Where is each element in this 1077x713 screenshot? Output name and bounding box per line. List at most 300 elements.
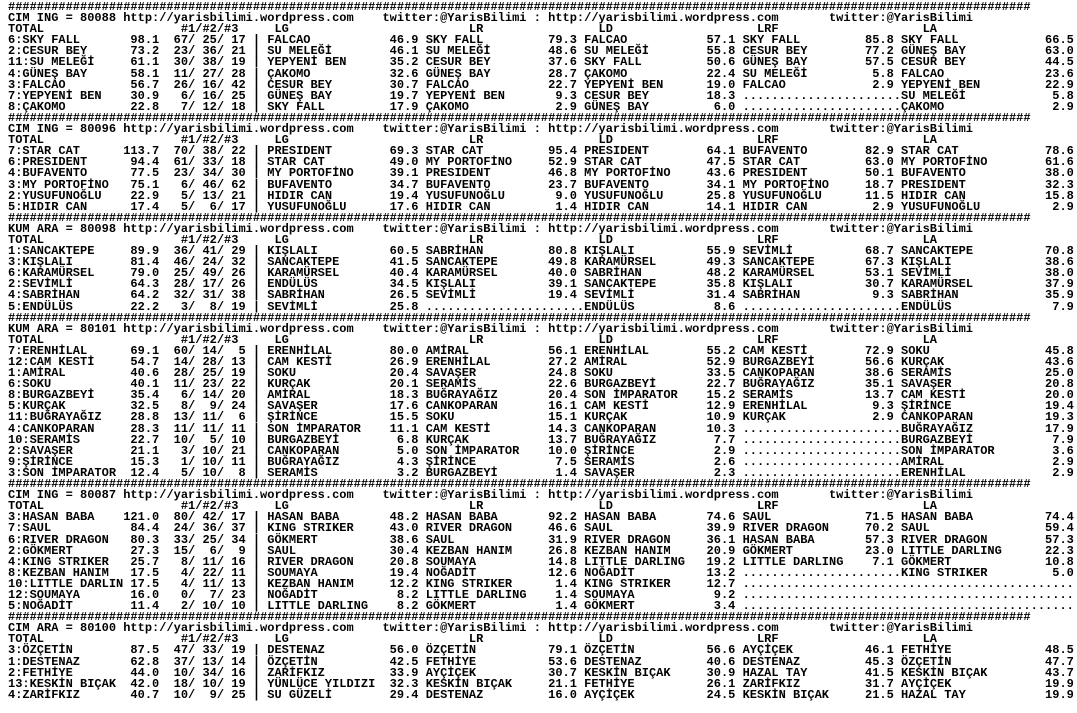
column-header-total: TOTAL bbox=[8, 499, 45, 514]
lr-score: 22.7 bbox=[540, 77, 577, 92]
lrf-score: 13.7 bbox=[857, 388, 894, 403]
lg-horse: ÇAKOMO bbox=[267, 66, 383, 81]
column-divider: | bbox=[245, 255, 268, 270]
lg-horse: HASAN BABA bbox=[267, 510, 383, 525]
la-horse: SAVAŞER bbox=[901, 377, 1031, 392]
separator-line: ############################################################################################################################################## bbox=[8, 110, 1031, 125]
column-header-lr: LR bbox=[468, 22, 484, 37]
lr-score: 27.2 bbox=[540, 355, 577, 369]
total-score: 121.0 bbox=[123, 510, 160, 525]
place-counts: 24/ 36/ 37 bbox=[173, 521, 246, 536]
total-score: 69.1 bbox=[123, 343, 160, 358]
lr-horse: PRESIDENT bbox=[425, 166, 541, 181]
site-url: http://yarisbilimi.wordpress.com bbox=[548, 11, 779, 26]
ld-horse: GÜNEŞ BAY bbox=[584, 99, 700, 114]
column-header-ld: LD bbox=[598, 232, 613, 247]
la-horse: CAM KESTİ bbox=[901, 388, 1031, 403]
ld-horse: HIDIR CAN bbox=[584, 199, 700, 214]
column-divider: | bbox=[245, 565, 268, 580]
twitter-handle: twitter:@YarisBilimi bbox=[828, 621, 974, 636]
lg-horse: SOUMAYA bbox=[267, 565, 383, 580]
lr-horse: SEVİMLİ bbox=[425, 288, 541, 303]
total-score: 40.1 bbox=[123, 377, 160, 392]
lr-score: 80.8 bbox=[540, 244, 577, 259]
twitter-handle: twitter:@YarisBilimi bbox=[382, 11, 527, 26]
lg-horse: ÖZÇETİN bbox=[267, 654, 383, 669]
horse-name: 3:SON İMPARATOR bbox=[8, 465, 124, 480]
column-header-places: #1/#2/#3 bbox=[180, 499, 239, 514]
lg-horse: YÜNLÜCE YILDIZI bbox=[267, 676, 383, 691]
lr-score: 14.3 bbox=[540, 421, 577, 436]
lr-horse: YUSUFUNOĞLU bbox=[425, 188, 541, 203]
la-horse: CANKOPARAN bbox=[901, 410, 1031, 425]
place-counts: 25/ 49/ 26 bbox=[173, 266, 246, 281]
lr-score: 40.0 bbox=[540, 266, 577, 281]
column-header-la: LA bbox=[922, 232, 938, 247]
lrf-score: 31.7 bbox=[857, 676, 894, 691]
la-horse: SAUL bbox=[901, 521, 1031, 536]
horse-name: 1:SANCAKTEPE bbox=[8, 244, 124, 259]
lr-score: 39.1 bbox=[540, 277, 577, 292]
twitter-handle: twitter:@YarisBilimi bbox=[828, 321, 974, 336]
total-score: 22.9 bbox=[123, 188, 160, 203]
la-horse: ŞİRİNCE bbox=[901, 399, 1031, 414]
ld-score: 25.8 bbox=[699, 188, 736, 203]
lg-horse: SOKU bbox=[267, 366, 383, 381]
horse-name: 2:YUSUFUNOĞLU bbox=[8, 188, 124, 203]
la-score: 63.0 bbox=[1030, 44, 1074, 59]
lr-horse: SOUMAYA bbox=[425, 554, 541, 569]
column-divider: | bbox=[245, 676, 268, 691]
lg-score: 29.4 bbox=[382, 687, 419, 702]
lr-score: 15.1 bbox=[540, 410, 577, 425]
column-divider: | bbox=[245, 554, 268, 569]
lr-score: 31.9 bbox=[540, 532, 577, 547]
lrf-horse: ZARİFKIZ bbox=[742, 676, 858, 691]
lg-score: 80.0 bbox=[382, 343, 419, 358]
ld-horse: MY PORTOFİNO bbox=[584, 166, 700, 181]
la-score: 43.7 bbox=[1030, 665, 1074, 680]
horse-name: 3:ÖZÇETİN bbox=[8, 643, 124, 658]
ld-horse: SAVAŞER bbox=[584, 465, 700, 480]
place-counts: 37/ 13/ 14 bbox=[173, 654, 246, 669]
ld-horse: CANKOPARAN bbox=[584, 421, 700, 436]
place-counts: 11/ 11/ 11 bbox=[173, 421, 246, 436]
place-counts: 5/ 13/ 21 bbox=[173, 188, 246, 203]
separator-line: ############################################################################################################################################## bbox=[8, 610, 1031, 625]
lrf-score: 50.1 bbox=[857, 166, 894, 181]
column-divider: | bbox=[245, 299, 268, 314]
lr-horse: BUFAVENTO bbox=[425, 177, 541, 192]
lr-score: 48.6 bbox=[540, 44, 577, 59]
lg-horse: ERENHİLAL bbox=[267, 343, 383, 358]
lr-horse: CAM KESTİ bbox=[425, 421, 541, 436]
horse-name: 6:KARAMÜRSEL bbox=[8, 266, 124, 281]
lr-horse: SKY FALL bbox=[425, 33, 541, 48]
ld-score: 14.1 bbox=[699, 199, 736, 214]
lrf-horse: KARAMÜRSEL bbox=[742, 266, 858, 281]
la-score: 45.8 bbox=[1030, 343, 1074, 358]
column-divider: | bbox=[245, 654, 268, 669]
site-url: http://yarisbilimi.wordpress.com bbox=[548, 621, 779, 636]
la-score: 25.0 bbox=[1030, 366, 1074, 381]
lg-score: 30.7 bbox=[382, 77, 419, 92]
la-score: 20.8 bbox=[1030, 377, 1074, 392]
la-horse: KIŞLALI bbox=[901, 255, 1031, 270]
lrf-score: 9.3 bbox=[857, 288, 894, 303]
lr-horse: KIŞLALI bbox=[425, 277, 541, 292]
horse-name: 7:STAR CAT bbox=[8, 144, 124, 159]
ld-horse: STAR CAT bbox=[584, 155, 700, 170]
total-score: 28.3 bbox=[123, 421, 160, 436]
lr-score: 79.1 bbox=[540, 643, 577, 658]
la-score: 61.6 bbox=[1030, 155, 1074, 170]
lg-horse: SU MELEĞİ bbox=[267, 44, 383, 59]
la-horse: SERAMİS bbox=[901, 366, 1031, 381]
lrf-horse: SABRİHAN bbox=[742, 288, 858, 303]
horse-name: 5:KURÇAK bbox=[8, 399, 124, 414]
lrf-score: 35.1 bbox=[857, 377, 894, 392]
column-divider: | bbox=[245, 443, 268, 458]
lg-score: 17.6 bbox=[382, 399, 419, 414]
place-counts: 33/ 25/ 34 bbox=[173, 532, 246, 547]
column-header-ld: LD bbox=[598, 133, 613, 148]
lr-horse: FALCAO bbox=[425, 77, 541, 92]
lrf-score: 68.7 bbox=[857, 244, 894, 259]
column-divider: | bbox=[245, 166, 268, 181]
lg-score: 19.4 bbox=[382, 565, 419, 580]
race-id: CIM ING = 80087 bbox=[8, 488, 117, 503]
ld-score: 30.9 bbox=[699, 665, 736, 680]
lg-horse: SAUL bbox=[267, 543, 383, 558]
column-divider: | bbox=[245, 576, 268, 591]
ld-horse: KARAMÜRSEL bbox=[584, 255, 700, 270]
column-divider: | bbox=[245, 410, 268, 425]
la-horse: GÖKMERT bbox=[901, 554, 1031, 569]
lr-horse: GÜNEŞ BAY bbox=[425, 66, 541, 81]
ld-score: 22.7 bbox=[699, 377, 736, 392]
total-score: 32.5 bbox=[123, 399, 160, 414]
total-score: 81.4 bbox=[123, 255, 160, 270]
la-empty: ........................ bbox=[901, 576, 1074, 591]
lrf-score: 18.7 bbox=[857, 177, 894, 192]
race-title-line: KUM ARA = 80101 http://yarisbilimi.wordpress.com twitter:@YarisBilimi : http://yarisbilimi.wordpress.com twitter:@YarisBilimi bbox=[8, 321, 974, 336]
lrf-horse: STAR CAT bbox=[742, 155, 858, 170]
place-counts: 67/ 25/ 17 bbox=[173, 33, 246, 48]
column-divider: | bbox=[245, 99, 268, 114]
horse-name: 5:ENDÜLÜS bbox=[8, 299, 124, 314]
ld-score: 22.4 bbox=[699, 66, 736, 81]
twitter-handle: twitter:@YarisBilimi bbox=[828, 488, 974, 503]
lr-score: 28.7 bbox=[540, 66, 577, 81]
lg-horse: PRESIDENT bbox=[267, 144, 383, 159]
lg-horse: BUFAVENTO bbox=[267, 177, 383, 192]
lr-score: 22.6 bbox=[540, 377, 577, 392]
horse-name: 10:SERAMİS bbox=[8, 432, 124, 447]
lg-score: 32.6 bbox=[382, 66, 419, 81]
lr-score: 10.0 bbox=[540, 443, 577, 458]
lg-horse: NOĞADİT bbox=[267, 587, 383, 602]
column-header-places: #1/#2/#3 bbox=[180, 133, 239, 148]
horse-name: 2:CESUR BEY bbox=[8, 44, 124, 59]
lrf-horse: CANKOPARAN bbox=[742, 366, 858, 381]
lr-horse: ÖZÇETİN bbox=[425, 643, 541, 658]
ld-score: 12.9 bbox=[699, 399, 736, 414]
lr-horse: SANCAKTEPE bbox=[425, 255, 541, 270]
total-score: 98.1 bbox=[123, 33, 160, 48]
lrf-empty: ...................... bbox=[742, 599, 902, 614]
lrf-horse: KESKİN BIÇAK bbox=[742, 687, 858, 702]
lg-score: 18.3 bbox=[382, 388, 419, 403]
ld-horse: AYÇİÇEK bbox=[584, 687, 700, 702]
lr-score: 26.8 bbox=[540, 543, 577, 558]
place-counts: 8/ 11/ 16 bbox=[173, 554, 246, 569]
ld-score: 55.2 bbox=[699, 343, 736, 358]
lg-score: 26.5 bbox=[382, 288, 419, 303]
lg-horse: DESTENAZ bbox=[267, 643, 383, 658]
la-score: 19.9 bbox=[1030, 687, 1074, 702]
site-url: http://yarisbilimi.wordpress.com bbox=[123, 11, 354, 26]
la-horse: YUSUFUNOĞLU bbox=[901, 199, 1031, 214]
total-score: 80.3 bbox=[123, 532, 160, 547]
ld-horse: DESTENAZ bbox=[584, 654, 700, 669]
horse-name: 4:GÜNEŞ BAY bbox=[8, 66, 124, 81]
lg-horse: STAR CAT bbox=[267, 155, 383, 170]
race-title-line: CIM ARA = 80100 http://yarisbilimi.wordpress.com twitter:@YarisBilimi : http://yarisbilimi.wordpress.com twitter:@YarisBilimi bbox=[8, 621, 974, 636]
la-horse: SEVİMLİ bbox=[901, 266, 1031, 281]
column-divider: | bbox=[245, 77, 268, 92]
lg-horse: CAM KESTİ bbox=[267, 355, 383, 369]
ld-horse: SON İMPARATOR bbox=[584, 388, 700, 403]
la-horse: FALCAO bbox=[901, 66, 1031, 81]
horse-name: 11:SU MELEĞİ bbox=[8, 55, 124, 70]
column-divider: | bbox=[245, 144, 268, 159]
column-header-lr: LR bbox=[468, 632, 484, 647]
column-header-places: #1/#2/#3 bbox=[180, 332, 239, 347]
column-header-ld: LD bbox=[598, 22, 613, 37]
lr-horse: SOKU bbox=[425, 410, 541, 425]
la-horse: AMİRAL bbox=[901, 454, 1031, 469]
column-divider: | bbox=[245, 33, 268, 48]
column-header-la: LA bbox=[922, 22, 938, 37]
lr-score: 53.6 bbox=[540, 654, 577, 669]
total-score: 84.4 bbox=[123, 521, 160, 536]
place-counts: 5/ 6/ 17 bbox=[173, 199, 246, 214]
lr-score: 1.4 bbox=[540, 199, 577, 214]
lrf-score: 70.2 bbox=[857, 521, 894, 536]
lg-horse: KURÇAK bbox=[267, 377, 383, 392]
place-counts: 60/ 14/ 5 bbox=[173, 343, 246, 358]
la-horse: KESKİN BIÇAK bbox=[901, 665, 1031, 680]
lg-score: 46.9 bbox=[382, 33, 419, 48]
horse-name: 3:FALCAO bbox=[8, 77, 124, 92]
lg-score: 17.6 bbox=[382, 199, 419, 214]
total-score: 64.2 bbox=[123, 288, 160, 303]
horse-name: 8:BURGAZBEYİ bbox=[8, 388, 124, 403]
lg-score: 6.8 bbox=[382, 432, 419, 447]
lr-horse: SERAMİS bbox=[425, 377, 541, 392]
lrf-horse: BURGAZBEYİ bbox=[742, 355, 858, 369]
site-url: http://yarisbilimi.wordpress.com bbox=[123, 488, 354, 503]
ld-score: 31.4 bbox=[699, 288, 736, 303]
lr-score: 95.4 bbox=[540, 144, 577, 159]
lrf-horse: KIŞLALI bbox=[742, 277, 858, 292]
ld-score: 20.9 bbox=[699, 543, 736, 558]
horse-name: 4:KING STRIKER bbox=[8, 554, 124, 569]
la-horse: LITTLE DARLING bbox=[901, 543, 1031, 558]
lg-score: 32.3 bbox=[382, 676, 419, 691]
place-counts: 6/ 46/ 62 bbox=[173, 177, 246, 192]
lr-horse: YEPYENİ BEN bbox=[425, 88, 541, 103]
lg-score: 25.8 bbox=[382, 299, 419, 314]
ld-horse: FETHİYE bbox=[584, 676, 700, 691]
lrf-horse: MY PORTOFİNO bbox=[742, 177, 858, 192]
lrf-score: 71.5 bbox=[857, 510, 894, 525]
lg-score: 30.4 bbox=[382, 543, 419, 558]
total-score: 22.8 bbox=[123, 99, 160, 114]
ld-score: 55.9 bbox=[699, 244, 736, 259]
lrf-empty: ...................... bbox=[742, 565, 902, 580]
place-counts: 47/ 33/ 19 bbox=[173, 643, 246, 658]
ld-score: 19.2 bbox=[699, 554, 736, 569]
lg-horse: AMİRAL bbox=[267, 388, 383, 403]
lr-score: 1.4 bbox=[540, 587, 577, 602]
lg-horse: YEPYENİ BEN bbox=[267, 55, 383, 70]
ld-horse: KIŞLALI bbox=[584, 244, 700, 259]
race-title-line: KUM ARA = 80098 http://yarisbilimi.wordpress.com twitter:@YarisBilimi : http://yarisbilimi.wordpress.com twitter:@YarisBilimi bbox=[8, 221, 974, 236]
race-id: CIM ING = 80096 bbox=[8, 122, 117, 137]
lrf-horse: SANCAKTEPE bbox=[742, 255, 858, 270]
lg-score: 11.1 bbox=[382, 421, 419, 436]
ld-score: 64.1 bbox=[699, 144, 736, 159]
horse-name: 1:AMİRAL bbox=[8, 366, 124, 381]
race-id: KUM ARA = 80101 bbox=[8, 321, 117, 336]
lrf-horse: HAZAL TAY bbox=[742, 665, 858, 680]
horse-name: 7:ERENHİLAL bbox=[8, 343, 124, 358]
lg-score: 46.1 bbox=[382, 44, 419, 59]
lrf-score: 56.6 bbox=[857, 355, 894, 369]
place-counts: 14/ 28/ 13 bbox=[173, 355, 246, 369]
column-divider: | bbox=[245, 366, 268, 381]
column-header-la: LA bbox=[922, 632, 938, 647]
la-score: 70.8 bbox=[1030, 244, 1074, 259]
total-score: 21.1 bbox=[123, 443, 160, 458]
la-score: 5.8 bbox=[1030, 88, 1074, 103]
lrf-score: 85.8 bbox=[857, 33, 894, 48]
la-score: 38.6 bbox=[1030, 255, 1074, 270]
la-horse: KARAMÜRSEL bbox=[901, 277, 1031, 292]
ld-horse: YUSUFUNOĞLU bbox=[584, 188, 700, 203]
column-header-lr: LR bbox=[468, 332, 484, 347]
lr-score: 79.3 bbox=[540, 33, 577, 48]
site-url: http://yarisbilimi.wordpress.com bbox=[123, 621, 354, 636]
total-score: 94.4 bbox=[123, 155, 160, 170]
la-horse: KURÇAK bbox=[901, 355, 1031, 369]
horse-name: 12:SOUMAYA bbox=[8, 587, 124, 602]
lr-score: 14.8 bbox=[540, 554, 577, 569]
ld-score: 49.3 bbox=[699, 255, 736, 270]
total-score: 27.3 bbox=[123, 543, 160, 558]
lrf-horse: BUFAVENTO bbox=[742, 144, 858, 159]
lg-score: 4.3 bbox=[382, 454, 419, 469]
lrf-score: 23.0 bbox=[857, 543, 894, 558]
ld-horse: GÖKMERT bbox=[584, 599, 700, 614]
lg-score: 40.4 bbox=[382, 266, 419, 281]
separator-line: ############################################################################################################################################## bbox=[8, 0, 1031, 14]
ld-horse: SAUL bbox=[584, 521, 700, 536]
twitter-handle: twitter:@YarisBilimi bbox=[828, 122, 974, 137]
ld-score: 2.9 bbox=[699, 443, 736, 458]
column-header-lrf: LRF bbox=[756, 332, 779, 347]
ld-horse: BUFAVENTO bbox=[584, 177, 700, 192]
column-header-la: LA bbox=[922, 133, 938, 148]
la-horse: MY PORTOFİNO bbox=[901, 155, 1031, 170]
lr-horse: SU MELEĞİ bbox=[425, 44, 541, 59]
total-score: 42.0 bbox=[123, 676, 160, 691]
twitter-handle: twitter:@YarisBilimi bbox=[382, 621, 527, 636]
horse-name: 4:SABRİHAN bbox=[8, 288, 124, 303]
lrf-horse: FALCAO bbox=[742, 77, 858, 92]
ld-horse: SOUMAYA bbox=[584, 587, 700, 602]
total-score: 77.5 bbox=[123, 166, 160, 181]
lr-horse: SAVAŞER bbox=[425, 366, 541, 381]
lg-score: 26.9 bbox=[382, 355, 419, 369]
column-header-lr: LR bbox=[468, 133, 484, 148]
lr-score: 12.6 bbox=[540, 565, 577, 580]
la-horse: GÜNEŞ BAY bbox=[901, 44, 1031, 59]
horse-name: 6:SKY FALL bbox=[8, 33, 124, 48]
column-divider: | bbox=[245, 155, 268, 170]
place-counts: 32/ 31/ 38 bbox=[173, 288, 246, 303]
lr-score: 1.4 bbox=[540, 465, 577, 480]
la-horse: SOKU bbox=[901, 343, 1031, 358]
lrf-score: 77.2 bbox=[857, 44, 894, 59]
horse-name: 4:CANKOPARAN bbox=[8, 421, 124, 436]
column-header-lg: LG bbox=[274, 499, 289, 514]
ld-score: 10.9 bbox=[699, 410, 736, 425]
lr-score: 46.8 bbox=[540, 166, 577, 181]
lr-horse: KING STRIKER bbox=[425, 576, 541, 591]
lrf-empty: ...................... bbox=[742, 443, 902, 458]
lrf-horse: PRESIDENT bbox=[742, 166, 858, 181]
lr-horse: SAUL bbox=[425, 532, 541, 547]
ld-horse: FALCAO bbox=[584, 33, 700, 48]
la-horse: BUĞRAYAĞIZ bbox=[901, 421, 1031, 436]
lg-score: 3.2 bbox=[382, 465, 419, 480]
lr-score: 1.4 bbox=[540, 576, 577, 591]
lrf-score: 2.9 bbox=[857, 199, 894, 214]
ld-score: 9.2 bbox=[699, 587, 736, 602]
la-horse: HIDIR CAN bbox=[901, 188, 1031, 203]
column-divider: | bbox=[245, 44, 268, 59]
place-counts: 18/ 10/ 19 bbox=[173, 676, 246, 691]
total-score: 17.5 bbox=[123, 565, 160, 580]
la-score: 59.4 bbox=[1030, 521, 1074, 536]
lr-score: 23.7 bbox=[540, 177, 577, 192]
la-horse: AYÇİÇEK bbox=[901, 676, 1031, 691]
lg-horse: SAVAŞER bbox=[267, 399, 383, 414]
lr-horse: NOĞADİT bbox=[425, 565, 541, 580]
lr-horse: SABRİHAN bbox=[425, 244, 541, 259]
twitter-handle: twitter:@YarisBilimi bbox=[828, 221, 974, 236]
column-header-lr: LR bbox=[468, 232, 484, 247]
la-score: 35.9 bbox=[1030, 288, 1074, 303]
horse-name: 12:CAM KESTİ bbox=[8, 355, 124, 369]
horse-name: 3:KIŞLALI bbox=[8, 255, 124, 270]
lg-score: 20.4 bbox=[382, 366, 419, 381]
place-counts: 3/ 10/ 21 bbox=[173, 443, 246, 458]
la-score: 57.3 bbox=[1030, 532, 1074, 547]
